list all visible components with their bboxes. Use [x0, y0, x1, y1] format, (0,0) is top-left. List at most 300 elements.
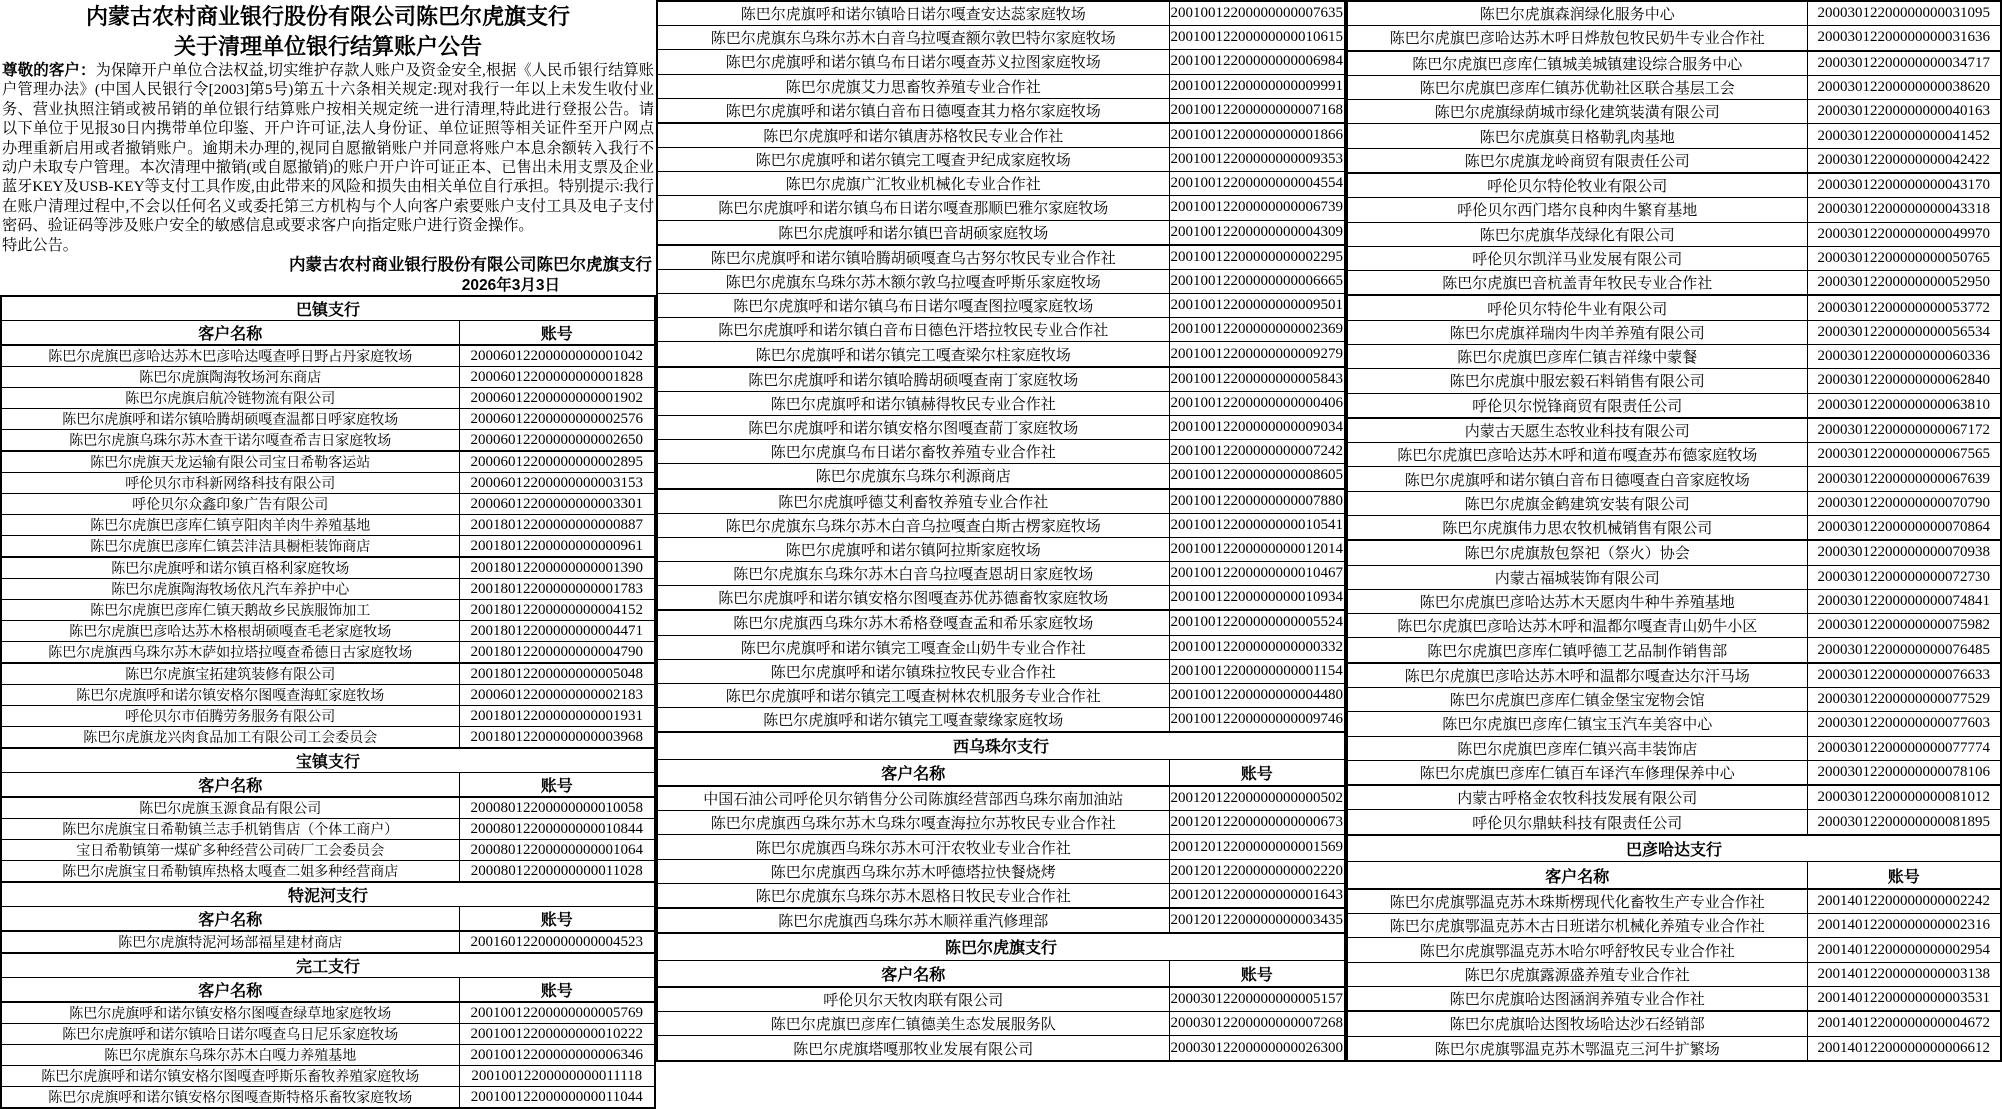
- left-column: [0, 0, 656, 1107]
- customer-name-cell: 陈巴尔虎旗广汇牧业机械化专业合作社: [657, 172, 1169, 196]
- account-number-cell: 20010012200000000002295: [1169, 245, 1345, 270]
- customer-name-cell: 陈巴尔虎旗巴彦库仁镇城美城镇建设综合服务中心: [1347, 51, 1807, 76]
- page-title-line1: 内蒙古农村商业银行股份有限公司陈巴尔虎旗支行: [85, 4, 570, 29]
- customer-name-cell: 陈巴尔虎旗鄂温克苏木鄂温克三河牛扩繁场: [1347, 1036, 1807, 1061]
- table-row: [657, 1012, 1345, 1036]
- middle-column: [656, 0, 1346, 1062]
- account-number-cell: 20003012200000000070790: [1807, 491, 2001, 515]
- table-row: [1, 797, 655, 819]
- table-row: [657, 859, 1345, 883]
- table-row: [1, 727, 655, 749]
- customer-name-cell: 宝日希勒镇第一煤矿多种经营公司砖厂工会委员会: [1, 840, 459, 861]
- table-row: [1, 840, 655, 861]
- customer-name-cell: 陈巴尔虎旗呼和诺尔镇哈腾胡硕嘎查温都日呼家庭牧场: [1, 409, 459, 430]
- account-number-cell: 20010012200000000007635: [1169, 1, 1345, 26]
- customer-name-cell: 陈巴尔虎旗巴彦库仁镇金堡宝宠物会馆: [1347, 688, 1807, 712]
- account-number-cell: 20010012200000000010467: [1169, 562, 1345, 586]
- customer-name-cell: 陈巴尔虎旗呼和诺尔镇阿拉斯家庭牧场: [657, 537, 1169, 561]
- table-row: [1, 706, 655, 727]
- account-number-header: 账号: [1169, 960, 1345, 987]
- account-number-cell: 20003012200000000067172: [1807, 418, 2001, 443]
- customer-name-cell: 陈巴尔虎旗西乌珠尔苏木可汗农牧业专业合作社: [657, 835, 1169, 859]
- table-row: [657, 245, 1345, 270]
- account-number-cell: 20003012200000000053772: [1807, 295, 2001, 320]
- branch-name: 特泥河支行: [1, 882, 655, 907]
- customer-name-cell: 陈巴尔虎旗东乌珠尔苏木白音乌拉嘎查白斯古楞家庭牧场: [657, 513, 1169, 537]
- account-number-cell: 20010012200000000009991: [1169, 74, 1345, 98]
- table-row: [657, 342, 1345, 367]
- table-row: [1347, 173, 2001, 198]
- customer-name-cell: 陈巴尔虎旗呼和诺尔镇唐苏格牧民专业合作社: [657, 123, 1169, 148]
- table-row: [657, 464, 1345, 489]
- customer-name-cell: 呼伦贝尔特伦牛业有限公司: [1347, 295, 1807, 320]
- customer-name-cell: 内蒙古天愿生态牧业科技有限公司: [1347, 418, 1807, 443]
- table-row: [657, 269, 1345, 293]
- table-row: [657, 659, 1345, 683]
- table-row: [1347, 320, 2001, 344]
- table-row: [657, 635, 1345, 659]
- column-header-row: [1, 321, 655, 346]
- branch-name: 巴镇支行: [1, 296, 655, 321]
- customer-name-cell: 陈巴尔虎旗呼和诺尔镇白音布日德嘎查其力格尔家庭牧场: [657, 98, 1169, 123]
- account-number-cell: 20003012200000000041452: [1807, 124, 2001, 148]
- account-number-cell: 20010012200000000010615: [1169, 26, 1345, 50]
- table-row: [1347, 1011, 2001, 1036]
- customer-name-cell: 陈巴尔虎旗鄂温克苏木珠斯楞现代化畜牧生产专业合作社: [1347, 889, 1807, 914]
- table-row: [657, 123, 1345, 148]
- table-row: [1, 819, 655, 840]
- account-number-cell: 20012012200000000000502: [1169, 786, 1345, 811]
- branch-section-title-row: [1, 882, 655, 907]
- customer-name-cell: 陈巴尔虎旗呼和诺尔镇哈腾胡硕嘎查乌古努尔牧民专业合作社: [657, 245, 1169, 270]
- account-number-cell: 20010012200000000012014: [1169, 537, 1345, 561]
- table-row: [657, 294, 1345, 318]
- customer-name-cell: 陈巴尔虎旗呼和诺尔镇哈腾胡硕嘎查南丁家庭牧场: [657, 367, 1169, 392]
- table-row: [1347, 246, 2001, 270]
- customer-name-cell: 陈巴尔虎旗敖包祭祀（祭火）协会: [1347, 540, 1807, 565]
- account-number-cell: 20018012200000000003968: [459, 727, 655, 749]
- table-row: [657, 391, 1345, 415]
- account-number-cell: 20018012200000000001931: [459, 706, 655, 727]
- account-number-header: 账号: [459, 978, 655, 1003]
- customer-name-cell: 陈巴尔虎旗华茂绿化有限公司: [1347, 222, 1807, 246]
- account-number-cell: 20006012200000000001902: [459, 388, 655, 409]
- customer-name-cell: 陈巴尔虎旗呼和诺尔镇安格尔图嘎查苏优苏德畜牧家庭牧场: [657, 586, 1169, 611]
- table-row: [1, 621, 655, 642]
- table-row: [1347, 418, 2001, 443]
- table-row: [1347, 785, 2001, 810]
- customer-name-cell: 陈巴尔虎旗天龙运输有限公司宝日希勒客运站: [1, 451, 459, 473]
- customer-name-cell: 陈巴尔虎旗鄂温克苏木古日班诺尔机械化养殖专业合作社: [1347, 914, 1807, 938]
- table-row: [1, 1087, 655, 1109]
- account-number-cell: 20003012200000000049970: [1807, 222, 2001, 246]
- branch-name: 西乌珠尔支行: [657, 732, 1345, 759]
- table-row: [1347, 393, 2001, 418]
- customer-name-cell: 陈巴尔虎旗巴彦哈达苏木天愿肉牛种牛养殖基地: [1347, 589, 1807, 613]
- table-row: [657, 562, 1345, 586]
- account-number-cell: 20003012200000000056534: [1807, 320, 2001, 344]
- customer-name-cell: 陈巴尔虎旗巴彦库仁镇百车译汽车修理保养中心: [1347, 760, 1807, 785]
- table-row: [657, 586, 1345, 611]
- account-number-cell: 20010012200000000007242: [1169, 440, 1345, 464]
- account-number-cell: 20010012200000000011044: [459, 1087, 655, 1109]
- account-number-cell: 20003012200000000077529: [1807, 688, 2001, 712]
- account-number-cell: 20010012200000000005769: [459, 1002, 655, 1024]
- table-row: [1347, 271, 2001, 296]
- table-row: [657, 708, 1345, 733]
- customer-name-cell: 陈巴尔虎旗呼和诺尔镇珠拉牧民专业合作社: [657, 659, 1169, 683]
- account-number-cell: 20010012200000000010934: [1169, 586, 1345, 611]
- customer-name-cell: 陈巴尔虎旗巴彦库仁镇呼德工艺品制作销售部: [1347, 638, 1807, 663]
- customer-name-cell: 呼伦贝尔鼎蚨科技有限责任公司: [1347, 810, 1807, 835]
- table-row: [1347, 124, 2001, 148]
- account-number-cell: 20003012200000000060336: [1807, 345, 2001, 369]
- account-number-cell: 20003012200000000043170: [1807, 173, 2001, 198]
- table-row: [1347, 614, 2001, 638]
- customer-name-header: 客户名称: [1347, 862, 1807, 889]
- table-row: [1347, 589, 2001, 613]
- table-row: [1, 1066, 655, 1087]
- customer-name-cell: 陈巴尔虎旗宝日希勒镇兰志手机销售店（个体工商户）: [1, 819, 459, 840]
- table-row: [1, 473, 655, 494]
- column-header-row: [1, 773, 655, 798]
- table-row: [1347, 443, 2001, 467]
- customer-name-cell: 陈巴尔虎旗呼和诺尔镇乌布日诺尔嘎查那顺巴雅尔家庭牧场: [657, 196, 1169, 220]
- customer-name-cell: 呼伦贝尔西门塔尔良种肉牛繁育基地: [1347, 198, 1807, 222]
- table-row: [657, 1036, 1345, 1061]
- table-row: [1347, 1036, 2001, 1061]
- account-number-cell: 20014012200000000004672: [1807, 1011, 2001, 1036]
- customer-name-cell: 陈巴尔虎旗呼和诺尔镇安格尔图嘎查呼斯乐畜牧养殖家庭牧场: [1, 1066, 459, 1087]
- account-number-cell: 20014012200000000006612: [1807, 1036, 2001, 1061]
- account-number-header: 账号: [459, 321, 655, 346]
- account-number-cell: 20003012200000000026300: [1169, 1036, 1345, 1061]
- table-row: [1, 579, 655, 600]
- account-number-cell: 20003012200000000050765: [1807, 246, 2001, 270]
- table-row: [1347, 663, 2001, 688]
- account-number-cell: 20003012200000000042422: [1807, 148, 2001, 173]
- account-number-cell: 20010012200000000006346: [459, 1045, 655, 1066]
- customer-name-cell: 陈巴尔虎旗东乌珠尔苏木恩格日牧民专业合作社: [657, 883, 1169, 908]
- table-row: [657, 908, 1345, 933]
- table-row: [1347, 51, 2001, 76]
- customer-name-cell: 陈巴尔虎旗巴彦库仁镇德美生态发展服务队: [657, 1012, 1169, 1036]
- customer-name-cell: 陈巴尔虎旗哈达图牧场哈达沙石经销部: [1347, 1011, 1807, 1036]
- account-number-cell: 20018012200000000004152: [459, 600, 655, 621]
- table-row: [657, 835, 1345, 859]
- customer-name-cell: 陈巴尔虎旗鄂温克苏木哈尔呼舒牧民专业合作社: [1347, 938, 1807, 962]
- table-row: [1347, 688, 2001, 712]
- branch-section-title-row: [657, 933, 1345, 960]
- customer-name-cell: 陈巴尔虎旗巴彦哈达苏木格根胡硕嘎查毛老家庭牧场: [1, 621, 459, 642]
- table-row: [657, 987, 1345, 1012]
- account-number-cell: 20010012200000000004309: [1169, 220, 1345, 245]
- customer-name-cell: 陈巴尔虎旗启航冷链物流有限公司: [1, 388, 459, 409]
- customer-name-header: 客户名称: [657, 960, 1169, 987]
- table-row: [1347, 345, 2001, 369]
- customer-name-cell: 陈巴尔虎旗塔嘎那牧业发展有限公司: [657, 1036, 1169, 1061]
- customer-name-cell: 陈巴尔虎旗东乌珠尔苏木白嘎力养殖基地: [1, 1045, 459, 1066]
- account-number-cell: 20010012200000000011118: [459, 1066, 655, 1087]
- table-row: [657, 50, 1345, 74]
- customer-name-cell: 陈巴尔虎旗陶海牧场依凡汽车养护中心: [1, 579, 459, 600]
- table-row: [657, 172, 1345, 196]
- account-number-cell: 20003012200000000077774: [1807, 736, 2001, 760]
- account-number-cell: 20010012200000000006739: [1169, 196, 1345, 220]
- table-row: [657, 26, 1345, 50]
- table-row: [657, 318, 1345, 342]
- customer-name-cell: 陈巴尔虎旗森润绿化服务中心: [1347, 1, 1807, 26]
- customer-name-cell: 陈巴尔虎旗呼和诺尔镇安格尔图嘎查海虹家庭牧场: [1, 685, 459, 706]
- table-row: [1, 409, 655, 430]
- table-row: [1347, 1, 2001, 26]
- account-number-cell: 20003012200000000075982: [1807, 614, 2001, 638]
- notice-body-text: 为保障开户单位合法权益,切实维护存款人账户及资金安全,根据《人民币银行结算账户管理办法》(中国人民银行令[2003]第5号)第五十六条相关规定:现对我行一年以上未发生收付业务、营业执照注销或被吊销的单位银行结算账户按相关规定统一进行清理,特此进行登报公告。请以下单位于见报30日内携带单位印鉴、开户许可证,法人身份证、单位证照等相关证件至开户网点办理重新启用或者撤销账户。逾期未办理的,视同自愿撤销账户并同意将账户本息余额转入我行不动户未取专户管理。本次清理中撤销(或自愿撤销)的账户开户许可证正本、已售出未用支票及企业蓝牙KEY及USB-KEY等支付工具作废,由此带来的风险和损失由相关单位自行承担。特别提示:我行在账户清理过程中,不会以任何名义或委托第三方机构与个人向客户索要账户支付工具及电子支付密码、验证码等涉及账户安全的敏感信息或要求客户向指定账户进行资金操作。: [2, 62, 654, 235]
- customer-name-cell: 陈巴尔虎旗宝日希勒镇库热格太嘎查二姐多种经营商店: [1, 861, 459, 883]
- account-number-cell: 20018012200000000000961: [459, 536, 655, 558]
- branch-name: 宝镇支行: [1, 748, 655, 773]
- customer-name-cell: 陈巴尔虎旗哈达图涵润养殖专业合作社: [1347, 986, 1807, 1011]
- table-row: [657, 148, 1345, 172]
- column-header-row: [657, 759, 1345, 786]
- account-number-cell: 20003012200000000067639: [1807, 467, 2001, 491]
- account-number-cell: 20003012200000000074841: [1807, 589, 2001, 613]
- customer-name-cell: 陈巴尔虎旗呼和诺尔镇完工嘎查金山奶牛专业合作社: [657, 635, 1169, 659]
- salutation: 尊敬的客户：: [2, 62, 96, 79]
- account-number-cell: 20018012200000000004471: [459, 621, 655, 642]
- account-number-cell: 20010012200000000009746: [1169, 708, 1345, 733]
- table-row: [657, 786, 1345, 811]
- customer-name-header: 客户名称: [1, 978, 459, 1003]
- account-number-cell: 20003012200000000052950: [1807, 271, 2001, 296]
- customer-name-cell: 陈巴尔虎旗祥瑞肉牛肉羊养殖有限公司: [1347, 320, 1807, 344]
- table-row: [657, 883, 1345, 908]
- account-number-cell: 20012012200000000003435: [1169, 908, 1345, 933]
- account-number-cell: 20010012200000000009501: [1169, 294, 1345, 318]
- branch-section-title-row: [1, 296, 655, 321]
- account-number-cell: 20010012200000000009034: [1169, 415, 1345, 439]
- customer-name-cell: 陈巴尔虎旗巴彦库仁镇芸沣洁具橱柜装饰商店: [1, 536, 459, 558]
- column-header-row: [1347, 862, 2001, 889]
- table-row: [1, 1002, 655, 1024]
- accounts-table: [0, 295, 656, 1109]
- account-number-cell: 20016012200000000004523: [459, 931, 655, 953]
- account-number-cell: 20010012200000000005524: [1169, 610, 1345, 635]
- customer-name-cell: 陈巴尔虎旗西乌珠尔苏木希格登嘎查孟和希乐家庭牧场: [657, 610, 1169, 635]
- account-number-cell: 20003012200000000038620: [1807, 75, 2001, 99]
- account-number-cell: 20010012200000000002369: [1169, 318, 1345, 342]
- account-number-cell: 20018012200000000000887: [459, 515, 655, 536]
- customer-name-cell: 陈巴尔虎旗特泥河场部福星建材商店: [1, 931, 459, 953]
- account-number-cell: 20010012200000000007168: [1169, 98, 1345, 123]
- table-row: [1347, 914, 2001, 938]
- table-row: [1347, 565, 2001, 589]
- account-number-header: 账号: [459, 773, 655, 798]
- account-number-cell: 20010012200000000008605: [1169, 464, 1345, 489]
- account-number-cell: 20008012200000000010058: [459, 797, 655, 819]
- account-number-cell: 20010012200000000004480: [1169, 683, 1345, 707]
- table-row: [1347, 889, 2001, 914]
- customer-name-cell: 陈巴尔虎旗莫日格勒乳肉基地: [1347, 124, 1807, 148]
- customer-name-cell: 陈巴尔虎旗巴彦库仁镇兴高丰装饰店: [1347, 736, 1807, 760]
- column-header-row: [1, 907, 655, 932]
- table-row: [657, 367, 1345, 392]
- customer-name-header: 客户名称: [1, 321, 459, 346]
- table-row: [1347, 540, 2001, 565]
- table-row: [657, 489, 1345, 514]
- customer-name-cell: 陈巴尔虎旗呼和诺尔镇完工嘎查尹纪成家庭牧场: [657, 148, 1169, 172]
- customer-name-cell: 陈巴尔虎旗东乌珠尔苏木额尔敦乌拉嘎查呼斯乐家庭牧场: [657, 269, 1169, 293]
- table-row: [657, 513, 1345, 537]
- table-row: [1347, 148, 2001, 173]
- account-number-cell: 20003012200000000040163: [1807, 100, 2001, 124]
- account-number-cell: 20014012200000000003138: [1807, 962, 2001, 986]
- branch-name: 巴彦哈达支行: [1347, 835, 2001, 862]
- table-row: [1, 515, 655, 536]
- account-number-cell: 20010012200000000006984: [1169, 50, 1345, 74]
- account-number-cell: 20008012200000000011028: [459, 861, 655, 883]
- table-row: [1, 663, 655, 685]
- account-number-header: 账号: [1169, 759, 1345, 786]
- customer-name-cell: 陈巴尔虎旗呼和诺尔镇完工嘎查梁尔柱家庭牧场: [657, 342, 1169, 367]
- account-number-cell: 20003012200000000078106: [1807, 760, 2001, 785]
- customer-name-cell: 陈巴尔虎旗呼和诺尔镇完工嘎查蒙缘家庭牧场: [657, 708, 1169, 733]
- customer-name-cell: 陈巴尔虎旗巴彦库仁镇苏优勒社区联合基层工会: [1347, 75, 1807, 99]
- table-row: [1, 430, 655, 452]
- table-row: [1347, 516, 2001, 541]
- account-number-cell: 20003012200000000034717: [1807, 51, 2001, 76]
- table-row: [1347, 295, 2001, 320]
- account-number-cell: 20010012200000000005843: [1169, 367, 1345, 392]
- customer-name-header: 客户名称: [1, 907, 459, 932]
- customer-name-cell: 陈巴尔虎旗伟力思农牧机械销售有限公司: [1347, 516, 1807, 541]
- accounts-table-column-3: [1346, 0, 2002, 1062]
- notice-paragraph: [0, 60, 656, 236]
- accounts-table: [1346, 0, 2002, 1062]
- table-row: [1347, 736, 2001, 760]
- customer-name-cell: 呼伦贝尔众鑫印象广告有限公司: [1, 494, 459, 515]
- column-header-row: [657, 960, 1345, 987]
- customer-name-cell: 陈巴尔虎旗东乌珠尔利源商店: [657, 464, 1169, 489]
- table-row: [1347, 369, 2001, 393]
- account-number-header: 账号: [459, 907, 655, 932]
- table-row: [1347, 810, 2001, 835]
- account-number-cell: 20006012200000000002576: [459, 409, 655, 430]
- table-row: [657, 220, 1345, 245]
- customer-name-cell: 陈巴尔虎旗玉源食品有限公司: [1, 797, 459, 819]
- account-number-cell: 20018012200000000001390: [459, 557, 655, 579]
- issue-date: 2026年3月3日: [461, 277, 560, 295]
- customer-name-cell: 内蒙古呼格金农牧科技发展有限公司: [1347, 785, 1807, 810]
- table-row: [1, 600, 655, 621]
- account-number-cell: 20003012200000000072730: [1807, 565, 2001, 589]
- table-row: [1347, 26, 2001, 51]
- table-row: [1, 345, 655, 367]
- table-row: [657, 811, 1345, 835]
- account-number-cell: 20003012200000000007268: [1169, 1012, 1345, 1036]
- account-number-cell: 20006012200000000002650: [459, 430, 655, 452]
- notice-closing: 特此公告。: [2, 236, 78, 254]
- account-number-cell: 20003012200000000070938: [1807, 540, 2001, 565]
- table-row: [1347, 75, 2001, 99]
- customer-name-cell: 陈巴尔虎旗呼和诺尔镇安格尔图嘎查葥丁家庭牧场: [657, 415, 1169, 439]
- customer-name-cell: 中国石油公司呼伦贝尔销售分公司陈旗经营部西乌珠尔南加油站: [657, 786, 1169, 811]
- branch-section-title-row: [1, 953, 655, 978]
- table-row: [1, 1045, 655, 1066]
- table-row: [657, 440, 1345, 464]
- customer-name-cell: 陈巴尔虎旗巴彦哈达苏木呼和温都尔嘎查青山奶牛小区: [1347, 614, 1807, 638]
- table-row: [1, 931, 655, 953]
- table-row: [1347, 491, 2001, 515]
- account-number-cell: 20006012200000000001828: [459, 367, 655, 388]
- account-number-cell: 20010012200000000010222: [459, 1024, 655, 1045]
- table-row: [657, 98, 1345, 123]
- account-number-cell: 20012012200000000001569: [1169, 835, 1345, 859]
- issuer-signature: 内蒙古农村商业银行股份有限公司陈巴尔虎旗支行: [289, 256, 652, 275]
- customer-name-cell: 呼伦贝尔悦锋商贸有限责任公司: [1347, 393, 1807, 418]
- table-row: [1, 451, 655, 473]
- customer-name-cell: 陈巴尔虎旗巴彦哈达苏木呼和道布嘎查苏布德家庭牧场: [1347, 443, 1807, 467]
- table-row: [1, 1024, 655, 1045]
- table-row: [1347, 198, 2001, 222]
- account-number-cell: 20010012200000000006665: [1169, 269, 1345, 293]
- account-number-cell: 20008012200000000010844: [459, 819, 655, 840]
- table-row: [1347, 712, 2001, 736]
- customer-name-cell: 陈巴尔虎旗呼和诺尔镇白音布日德嘎查白音家庭牧场: [1347, 467, 1807, 491]
- account-number-cell: 20018012200000000004790: [459, 642, 655, 664]
- customer-name-cell: 陈巴尔虎旗陶海牧场河东商店: [1, 367, 459, 388]
- table-row: [1347, 938, 2001, 962]
- table-row: [1, 388, 655, 409]
- table-row: [1347, 638, 2001, 663]
- table-row: [657, 415, 1345, 439]
- account-number-cell: 20018012200000000005048: [459, 663, 655, 685]
- customer-name-cell: 陈巴尔虎旗呼和诺尔镇安格尔图嘎查斯特格乐畜牧家庭牧场: [1, 1087, 459, 1109]
- customer-name-cell: 呼伦贝尔市佰腾劳务服务有限公司: [1, 706, 459, 727]
- customer-name-cell: 陈巴尔虎旗呼和诺尔镇哈日诺尔嘎查安达蕊家庭牧场: [657, 1, 1169, 26]
- customer-name-cell: 陈巴尔虎旗巴彦库仁镇天鹅故乡民族服饰加工: [1, 600, 459, 621]
- account-number-cell: 20010012200000000000332: [1169, 635, 1345, 659]
- customer-name-cell: 陈巴尔虎旗乌珠尔苏木查干诺尔嘎查希吉日家庭牧场: [1, 430, 459, 452]
- customer-name-cell: 陈巴尔虎旗巴彦库仁镇亨阳肉羊肉牛养殖基地: [1, 515, 459, 536]
- account-number-cell: 20014012200000000002954: [1807, 938, 2001, 962]
- account-number-cell: 20012012200000000001643: [1169, 883, 1345, 908]
- customer-name-cell: 陈巴尔虎旗西乌珠尔苏木乌珠尔嘎查海拉尔苏牧民专业合作社: [657, 811, 1169, 835]
- customer-name-cell: 陈巴尔虎旗东乌珠尔苏木白音乌拉嘎查恩胡日家庭牧场: [657, 562, 1169, 586]
- customer-name-cell: 陈巴尔虎旗龙岭商贸有限责任公司: [1347, 148, 1807, 173]
- customer-name-cell: 陈巴尔虎旗呼和诺尔镇白音布日德色汗塔拉牧民专业合作社: [657, 318, 1169, 342]
- account-number-cell: 20003012200000000067565: [1807, 443, 2001, 467]
- table-row: [657, 537, 1345, 561]
- account-number-cell: 20014012200000000003531: [1807, 986, 2001, 1011]
- customer-name-cell: 呼伦贝尔凯洋马业发展有限公司: [1347, 246, 1807, 270]
- account-number-cell: 20003012200000000031095: [1807, 1, 2001, 26]
- account-number-cell: 20006012200000000002895: [459, 451, 655, 473]
- account-number-cell: 20003012200000000063810: [1807, 393, 2001, 418]
- table-row: [1, 494, 655, 515]
- customer-name-cell: 陈巴尔虎旗金鹤建筑安装有限公司: [1347, 491, 1807, 515]
- account-number-cell: 20018012200000000001783: [459, 579, 655, 600]
- customer-name-cell: 陈巴尔虎旗呼和诺尔镇赫得牧民专业合作社: [657, 391, 1169, 415]
- account-number-cell: 20014012200000000002242: [1807, 889, 2001, 914]
- customer-name-cell: 陈巴尔虎旗艾力思畜牧养殖专业合作社: [657, 74, 1169, 98]
- customer-name-cell: 陈巴尔虎旗龙兴肉食品加工有限公司工会委员会: [1, 727, 459, 749]
- customer-name-cell: 陈巴尔虎旗巴彦哈达苏木呼日烨敖包牧民奶牛专业合作社: [1347, 26, 1807, 51]
- table-row: [657, 683, 1345, 707]
- customer-name-cell: 呼伦贝尔天牧肉联有限公司: [657, 987, 1169, 1012]
- account-number-cell: 20010012200000000010541: [1169, 513, 1345, 537]
- account-number-cell: 20010012200000000001154: [1169, 659, 1345, 683]
